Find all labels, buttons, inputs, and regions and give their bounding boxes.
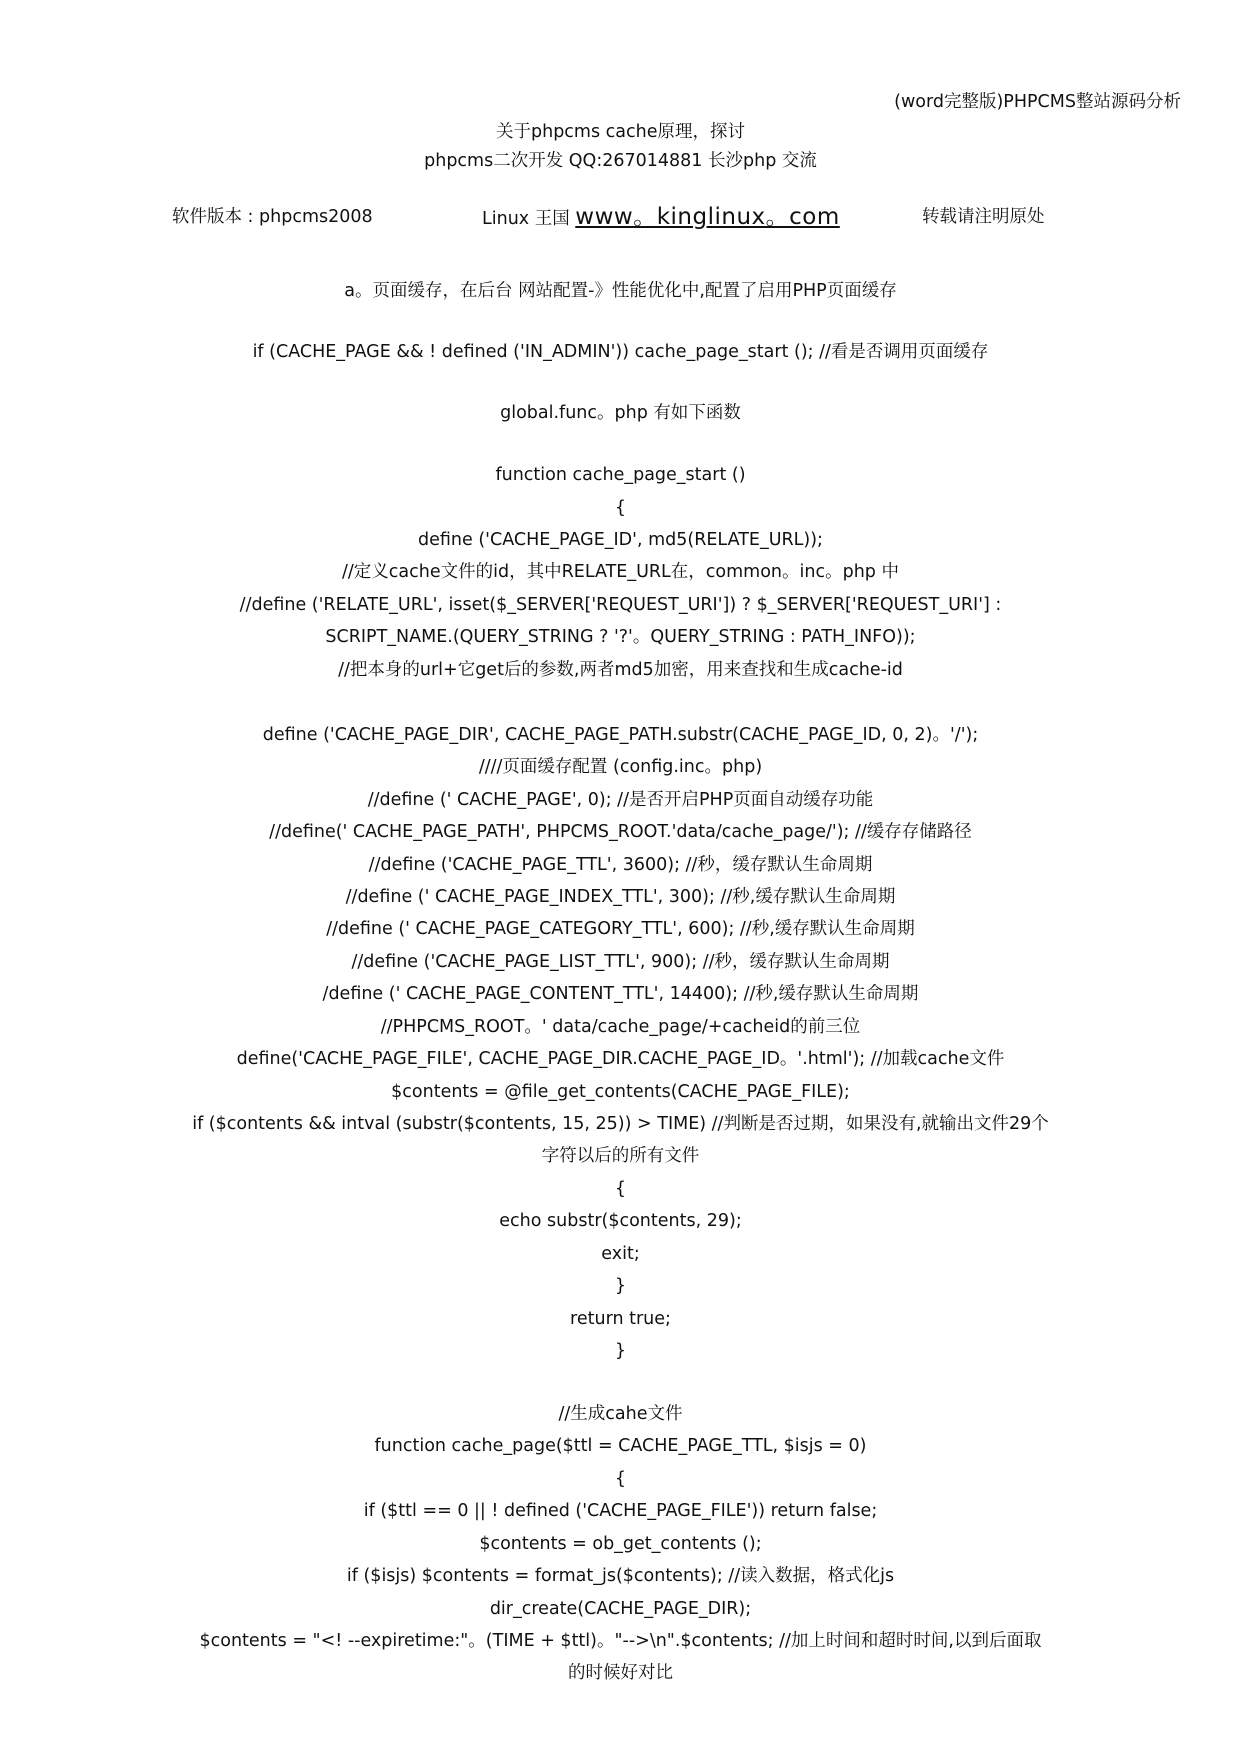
body-line: //define (' CACHE_PAGE', 0); //是否开启PHP页面自动缓存功能 (367, 790, 874, 810)
body-line: dir_create(CACHE_PAGE_DIR); (489, 1599, 752, 1619)
doc-subtitle: phpcms二次开发 QQ:267014881 长沙php 交流 (424, 151, 817, 171)
body-line: { (614, 498, 627, 518)
page-header: (word完整版)PHPCMS整站源码分析 (894, 92, 1181, 112)
body-line: //define ('CACHE_PAGE_TTL', 3600); //秒，缓存默认生命周期 (368, 855, 873, 875)
body-line: if ($contents && intval (substr($contents, 15, 25)) > TIME) //判断是否过期，如果没有,就输出文件29个 (192, 1114, 1049, 1134)
reprint-notice: 转载请注明原处 (922, 207, 1045, 227)
body-line: a。页面缓存，在后台 网站配置-》性能优化中,配置了启用PHP页面缓存 (344, 281, 897, 301)
body-line: } (614, 1276, 627, 1296)
body-line: function cache_page_start () (495, 465, 746, 485)
body-line: } (614, 1341, 627, 1361)
body-line: ////页面缓存配置 (config.inc。php) (478, 757, 763, 777)
software-version: 软件版本 : phpcms2008 (172, 207, 373, 227)
body-line: //define (' CACHE_PAGE_CATEGORY_TTL', 600); //秒,缓存默认生命周期 (326, 919, 915, 939)
site-link[interactable]: www。kinglinux。com (575, 204, 840, 230)
body-line: echo substr($contents, 29); (499, 1211, 742, 1231)
body-line: //把本身的url+它get后的参数,两者md5加密，用来查找和生成cache-id (338, 660, 903, 680)
body-line: SCRIPT_NAME.(QUERY_STRING ? '?'。QUERY_STRING : PATH_INFO)); (325, 627, 916, 647)
body-line: //生成cahe文件 (558, 1404, 683, 1424)
body-line: /define (' CACHE_PAGE_CONTENT_TTL', 14400); //秒,缓存默认生命周期 (322, 984, 919, 1004)
body-line: if ($ttl == 0 || ! defined ('CACHE_PAGE_FILE')) return false; (363, 1501, 878, 1521)
body-line: //PHPCMS_ROOT。' data/cache_page/+cacheid的前三位 (380, 1017, 861, 1037)
body-line: return true; (570, 1309, 671, 1329)
body-line: { (614, 1179, 627, 1199)
body-line: //define (' CACHE_PAGE_INDEX_TTL', 300); //秒,缓存默认生命周期 (345, 887, 896, 907)
body-line: 的时候好对比 (568, 1663, 673, 1683)
site-prefix: Linux 王国 (482, 209, 576, 229)
doc-title: 关于phpcms cache原理，探讨 (496, 122, 745, 142)
body-line: //定义cache文件的id，其中RELATE_URL在，common。inc。php 中 (342, 562, 899, 582)
body-line: define ('CACHE_PAGE_DIR', CACHE_PAGE_PATH.substr(CACHE_PAGE_ID, 0, 2)。'/'); (262, 725, 979, 745)
site-attribution (482, 205, 840, 231)
body-line: $contents = ob_get_contents (); (479, 1534, 762, 1554)
body-line: if ($isjs) $contents = format_js($contents); //读入数据，格式化js (346, 1566, 895, 1586)
body-line: exit; (601, 1244, 640, 1264)
body-line: $contents = "<! --expiretime:"。(TIME + $ttl)。"-->\n".$contents; //加上时间和超时时间,以到后面取 (199, 1631, 1042, 1651)
body-line: global.func。php 有如下函数 (500, 403, 741, 423)
body-line: $contents = @file_get_contents(CACHE_PAGE_FILE); (391, 1082, 850, 1102)
body-line: function cache_page($ttl = CACHE_PAGE_TTL, $isjs = 0) (374, 1436, 867, 1456)
body-line: //define ('RELATE_URL', isset($_SERVER['REQUEST_URI']) ? $_SERVER['REQUEST_URI'] : (239, 595, 1002, 615)
body-line: //define(' CACHE_PAGE_PATH', PHPCMS_ROOT.'data/cache_page/'); //缓存存储路径 (269, 822, 972, 842)
body-line: { (614, 1469, 627, 1489)
body-line: if (CACHE_PAGE && ! defined ('IN_ADMIN')) cache_page_start (); //看是否调用页面缓存 (252, 342, 989, 362)
body-line: define('CACHE_PAGE_FILE', CACHE_PAGE_DIR.CACHE_PAGE_ID。'.html'); //加载cache文件 (236, 1049, 1005, 1069)
body-line: 字符以后的所有文件 (541, 1146, 700, 1166)
body-line: define ('CACHE_PAGE_ID', md5(RELATE_URL)); (418, 530, 823, 550)
body-line: //define ('CACHE_PAGE_LIST_TTL', 900); //秒，缓存默认生命周期 (351, 952, 890, 972)
